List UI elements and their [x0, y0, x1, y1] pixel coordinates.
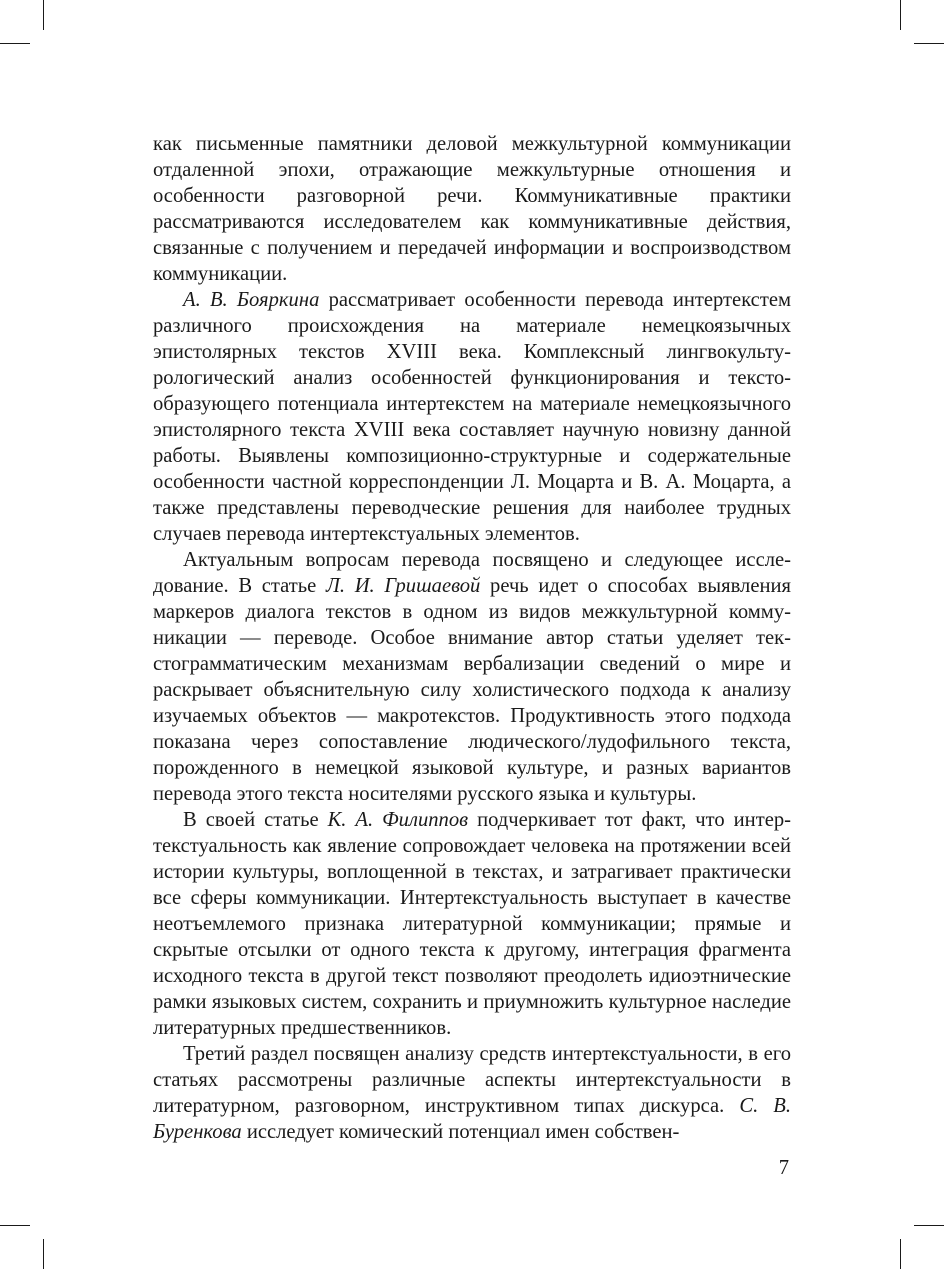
- crop-mark-bottom-left-vertical: [43, 1239, 44, 1269]
- paragraph-third-section: [153, 1041, 791, 1145]
- paragraph-boyarkina: [153, 287, 791, 547]
- paragraph-text: исследует комический потенциал имен собствен-: [241, 1121, 680, 1143]
- page-number: 7: [778, 1157, 789, 1179]
- crop-mark-top-right-horizontal: [914, 43, 944, 44]
- paragraph-grishaeva: [153, 547, 791, 807]
- author-name: С. В. Буренкова: [153, 1095, 791, 1143]
- author-name: А. В. Бояркина: [183, 289, 320, 311]
- crop-mark-top-left-horizontal: [0, 43, 30, 44]
- paragraph-text: речь идет о способах выявления маркеров диалога текстов в одном из видов межкультурной коммуникации — переводе. Особое внимание автор статьи уделяет текстограмматическим механизмам вербализации сведений о мире и раскрывает объяснительную силу холистического подхода к анализу изучаемых объектов — макротекстов. Продуктивность этого подхода показана через сопоставление людического/лудофильного текста, порожденного в немецкой языковой культуре, и разных вариантов перевода этого текста носителями русского языка и культуры.: [153, 575, 791, 805]
- paragraph-filippov: [153, 807, 791, 1041]
- paragraph-text: В своей статье: [183, 809, 328, 831]
- paragraph-text: Третий раздел посвящен анализу средств интертекстуальности, в его статьях рассмотрены различные аспекты интертекстуальности в литературном, разговорном, инструктивном типах дискурса.: [153, 1043, 791, 1117]
- paragraph-text: Актуальным вопросам перевода посвящено и следующее исследование. В статье: [153, 549, 791, 597]
- crop-mark-top-left-vertical: [43, 0, 44, 30]
- crop-mark-bottom-left-horizontal: [0, 1225, 30, 1226]
- paragraph-text: рассматривает особенности перевода интертекстем различного происхождения на материале немецкоязычных эпистолярных текстов XVIII века. Комплексный лингвокультурологический анализ особенностей функционирования и текстообразующего потенциала интертекстем на материале немецкоязычного эпистолярного текста XVIII века составляет научную новизну данной работы. Выявлены композиционно-структурные и содержательные особенности частной корреспонденции Л. Моцарта и В. А. Моцарта, а также представлены переводческие решения для наиболее трудных случаев перевода интертекстуальных элементов.: [153, 289, 791, 545]
- paragraph-continuation: [153, 131, 791, 287]
- author-name: Л. И. Гришаевой: [325, 575, 481, 597]
- paragraph-text: подчеркивает тот факт, что интертекстуальность как явление сопровождает человека на протяжении всей истории культуры, воплощенной в текстах, и затрагивает практически все сферы коммуникации. Интертекстуальность выступает в качестве неотъемлемого признака литературной коммуникации; прямые и скрытые отсылки от одного текста к другому, интеграция фрагмента исходного текста в другой текст позволяют преодолеть идиоэтнические рамки языковых систем, сохранить и приумножить культурное наследие литературных предшественников.: [153, 809, 791, 1039]
- crop-mark-top-right-vertical: [900, 0, 901, 30]
- body-text: [153, 131, 791, 1145]
- crop-mark-bottom-right-vertical: [900, 1239, 901, 1269]
- paragraph-text: как письменные памятники деловой межкультурной коммуникации отдаленной эпохи, отражающие межкультурные отношения и особенности разговорной речи. Коммуникативные практики рассматриваются исследователем как коммуникативные действия, связанные с получением и передачей информации и воспроизводством коммуникации.: [153, 133, 791, 285]
- crop-mark-bottom-right-horizontal: [914, 1225, 944, 1226]
- author-name: К. А. Филиппов: [327, 809, 469, 831]
